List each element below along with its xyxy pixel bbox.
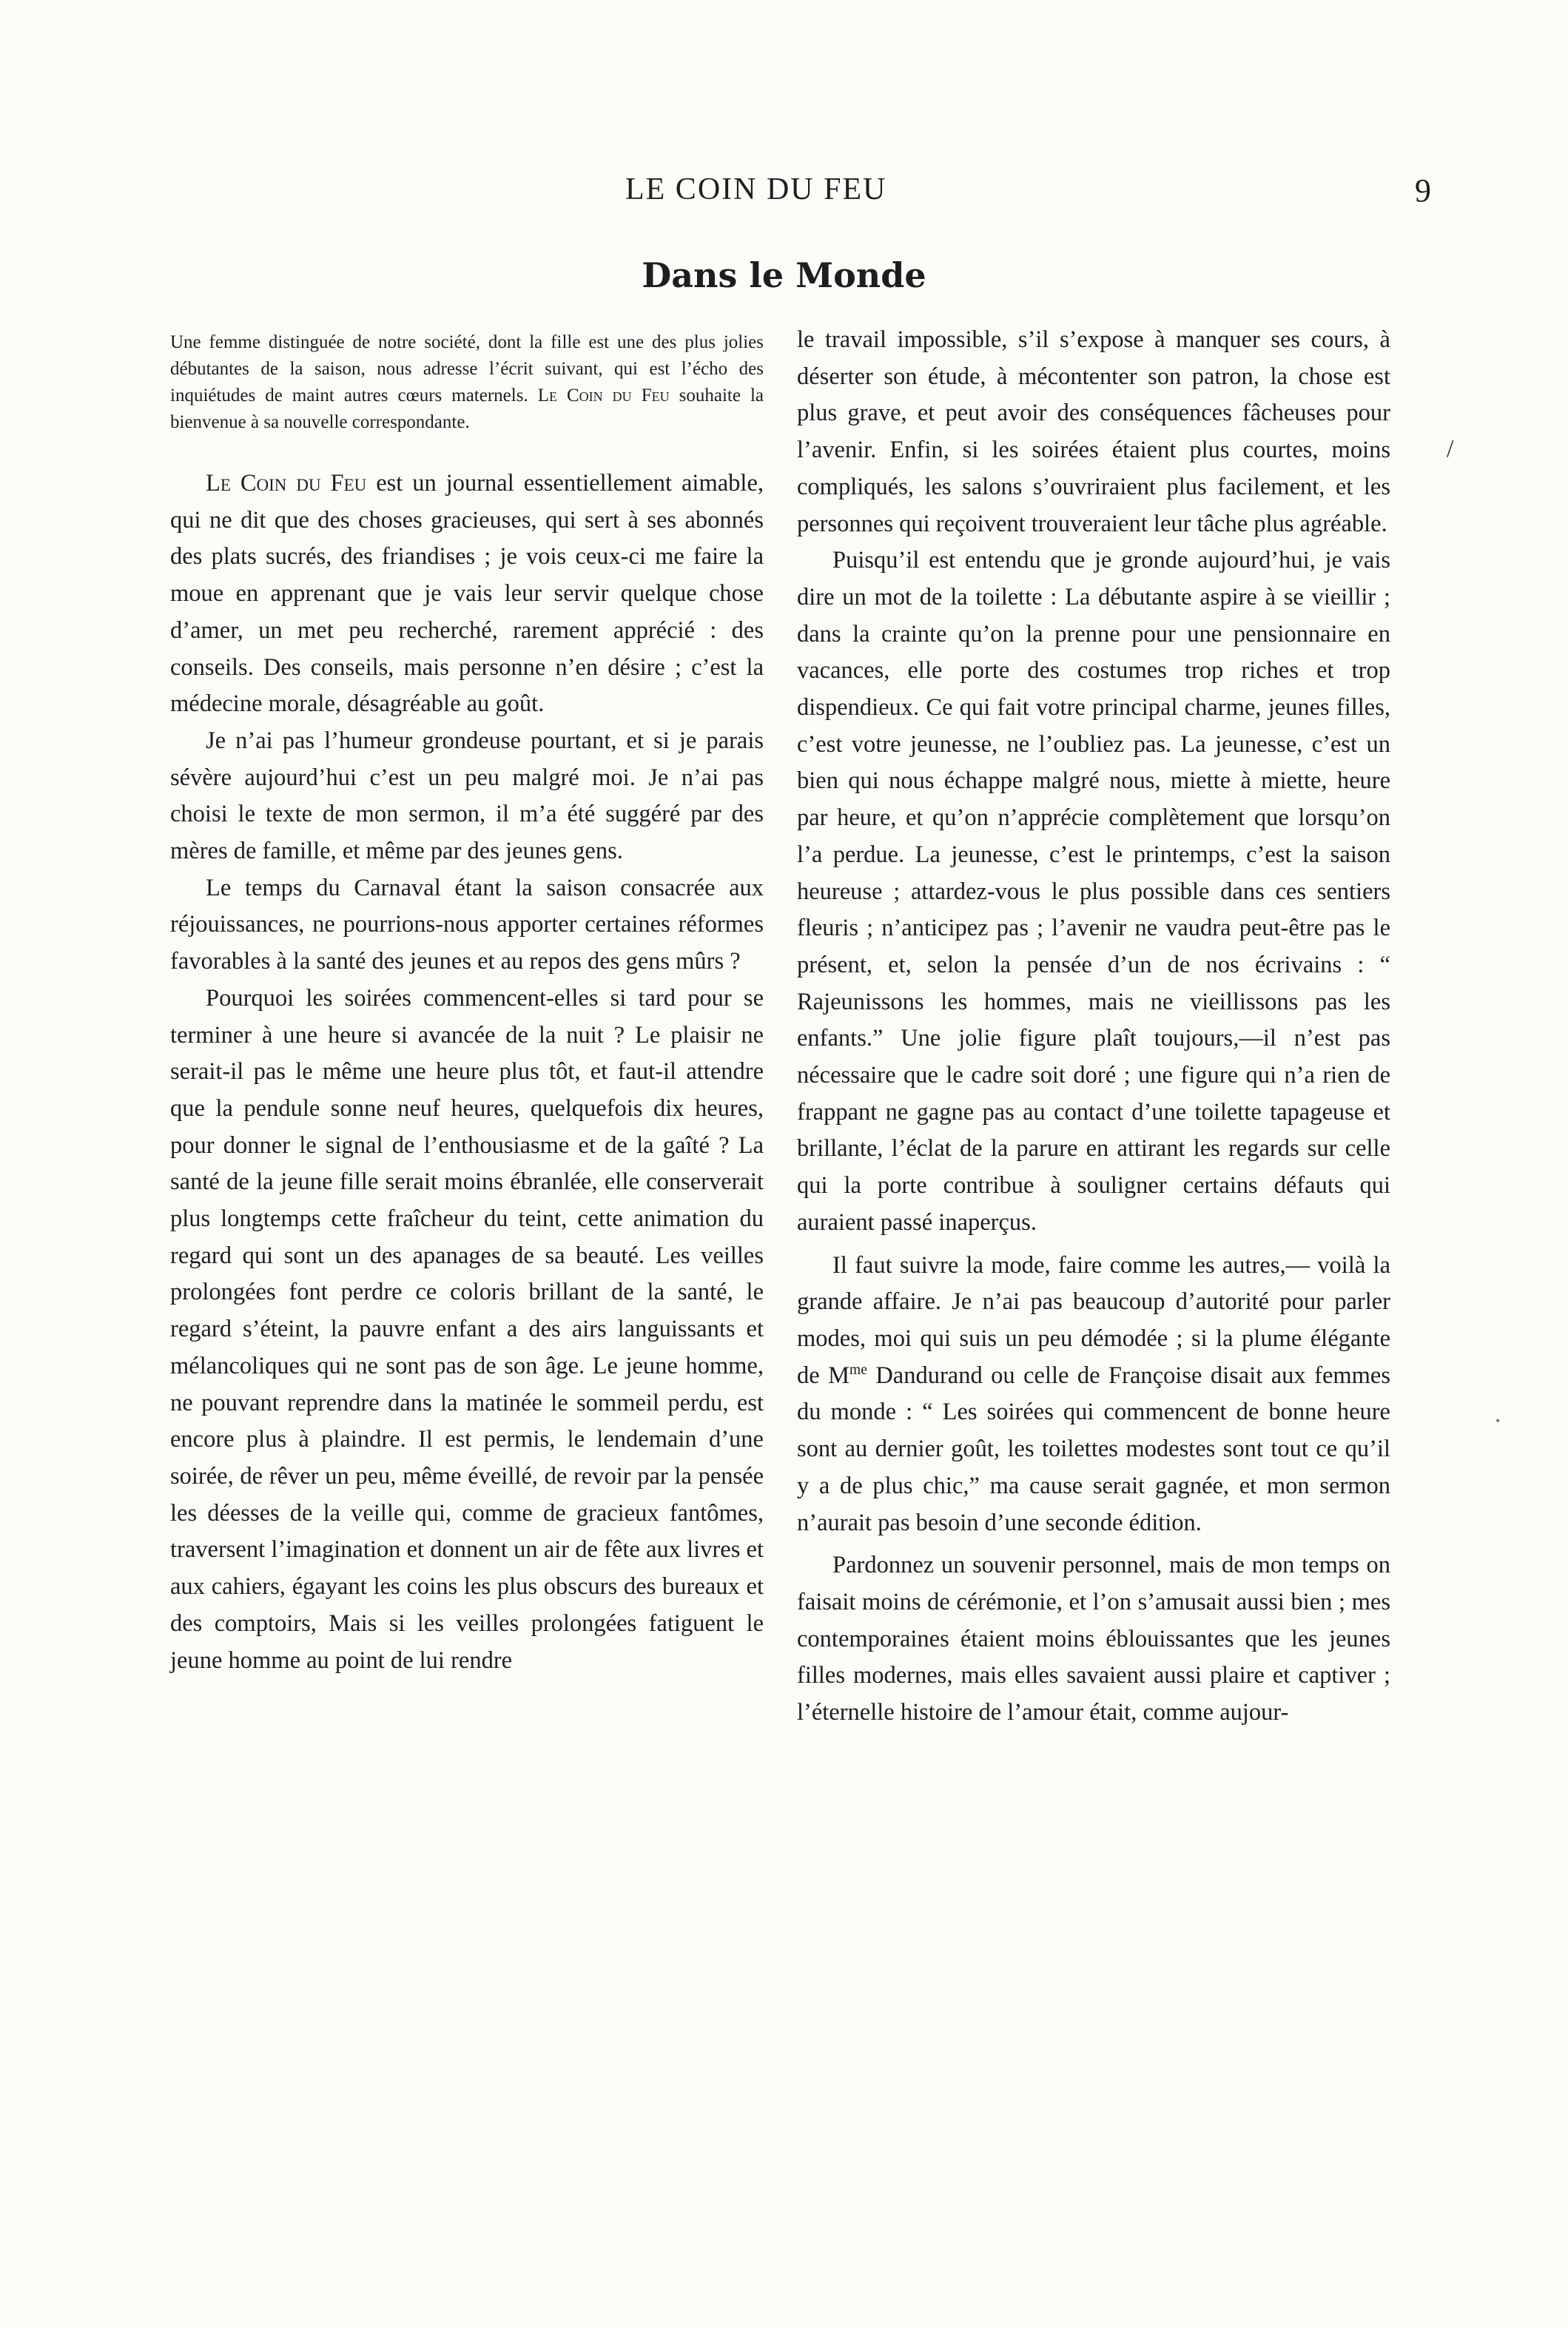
- paragraph-4: Pourquoi les soirées commencent-elles si tard pour se terminer à une heure si avancée de la nuit ? Le plaisir ne serait-il pas le même une heure plus tôt, et faut-il attendre que la pendule sonne neuf heures, quelquefois dix heures, pour donner le signal de l’enthousiasme et de la gaîté ? La santé de la jeune fille serait moins ébranlée, elle conserverait plus longtemps cette fraîcheur du teint, cette animation du regard qui sont un des apanages de sa beauté. Les veilles prolongées font perdre ce coloris brillant de la santé, le regard s’éteint, la pauvre enfant a des airs languissants et mélancoliques qui ne sont pas de son âge. Le jeune homme, ne pouvant reprendre dans la matinée le sommeil perdu, est encore plus à plaindre. Il est permis, le lendemain d’une soirée, de rêver un peu, même éveillé, de revoir par la pensée les déesses de la veille qui, comme de gracieux fantômes, traversent l’imagination et donnent un air de fête aux livres et aux cahiers, égayant les coins les plus obscurs des bureaux et des comptoirs, Mais si les veilles prolongées fatiguent le jeune homme au point de lui rendre: [170, 984, 764, 1674]
- paragraph-6: Il faut suivre la mode, faire comme les autres,— voilà la grande affaire. Je n’ai pas beaucoup d’autorité pour parler modes, moi qui suis un peu démodée ; si la plume élégante de $M^{me}$ Dandurand ou celle de Françoise disait aux femmes du monde : “ Les soirées qui commencent de bonne heure sont au dernier goût, les toilettes modestes sont tout ce qu’il y a de plus chic,” ma cause serait gagnée, et mon sermon n’aurait pas besoin d’une seconde édition.: [797, 1251, 1390, 1536]
- paragraph-3: Le temps du Carnaval étant la saison consacrée aux réjouissances, ne pourrions-nous apporter certaines réformes favorables à la santé des jeunes et au repos des gens mûrs ?: [170, 874, 764, 975]
- left-column: [170, 322, 764, 1679]
- journal-name-inline: Le Coin du Feu: [206, 470, 367, 497]
- margin-dot: •: [1495, 1413, 1501, 1428]
- journal-name-inline: Le Coin du Feu: [537, 386, 670, 406]
- editorial-intro: Une femme distinguée de notre société, dont la fille est une des plus jolies débutantes de la saison, nous adresse l’écrit suivant, qui est l’écho des inquiétudes de maint autres cœurs maternels. Le Coin du Feu souhaite la bienvenue à sa nouvelle correspondante.: [170, 332, 764, 432]
- paragraph-4-continued: le travail impossible, s’il s’expose à manquer ses cours, à déserter son étude, à mécontenter son patron, la chose est plus grave, et peut avoir des conséquences fâcheuses pour l’avenir. Enfin, si les soirées étaient plus courtes, moins compliqués, les salons s’ouvriraient plus facilement, et les personnes qui reçoivent trouveraient leur tâche plus agréable.: [797, 326, 1390, 537]
- margin-pencil-mark: /: [1447, 435, 1454, 462]
- journal-name: LE COIN DU FEU: [625, 172, 887, 206]
- paragraph-1: Le Coin du Feu est un journal essentiellement aimable, qui ne dit que des choses gracieuses, qui sert à ses abonnés des plats sucrés, des friandises ; je vois ceux-ci me faire la moue en apprenant que je vais leur servir quelque chose d’amer, un met peu recherché, rarement apprécié : des conseils. Des conseils, mais personne n’en désire ; c’est la médecine morale, désagréable au goût.: [170, 470, 764, 718]
- paragraph-5: Puisqu’il est entendu que je gronde aujourd’hui, je vais dire un mot de la toilette : La débutante aspire à se vieillir ; dans la crainte qu’on la prenne pour une pensionnaire en vacances, elle porte des costumes trop riches et trop dispendieux. Ce qui fait votre principal charme, jeunes filles, c’est votre jeunesse, ne l’oubliez pas. La jeunesse, c’est un bien qui nous échappe malgré nous, miette à miette, heure par heure, et qu’on n’apprécie complètement que lorsqu’on l’a perdue. La jeunesse, c’est le printemps, c’est la saison heureuse ; attardez-vous le plus possible dans ces sentiers fleuris ; n’anticipez pas ; l’avenir ne vaudra peut-être pas le présent, et, selon la pensée d’un de nos écrivains : “ Rajeunissons les hommes, mais ne vieillissons pas les enfants.” Une jolie figure plaît toujours,—il n’est pas nécessaire que le cadre soit doré ; une figure qui n’a rien de frappant ne gagne pas au contact d’une toilette tapageuse et brillante, l’éclat de la parure en attirant les regards sur celle qui la porte contribue à souligner certains défauts qui auraient passé inaperçus.: [797, 547, 1390, 1236]
- paragraph-2: Je n’ai pas l’humeur grondeuse pourtant, et si je parais sévère aujourd’hui c’est un peu malgré moi. Je n’ai pas choisi le texte de mon sermon, il m’a été suggéré par des mères de famille, et même par des jeunes gens.: [170, 727, 764, 865]
- paragraph-7: Pardonnez un souvenir personnel, mais de mon temps on faisait moins de cérémonie, et l’on s’amusait aussi bien ; mes contemporaines étaient moins éblouissantes que les jeunes filles modernes, mais elles savaient aussi plaire et captiver ; l’éternelle histoire de l’amour était, comme aujour-: [797, 1552, 1390, 1726]
- right-column: [797, 322, 1390, 1732]
- article-title: Dans le Monde: [642, 255, 926, 295]
- running-head: [0, 172, 1568, 223]
- page-number: 9: [1415, 172, 1431, 209]
